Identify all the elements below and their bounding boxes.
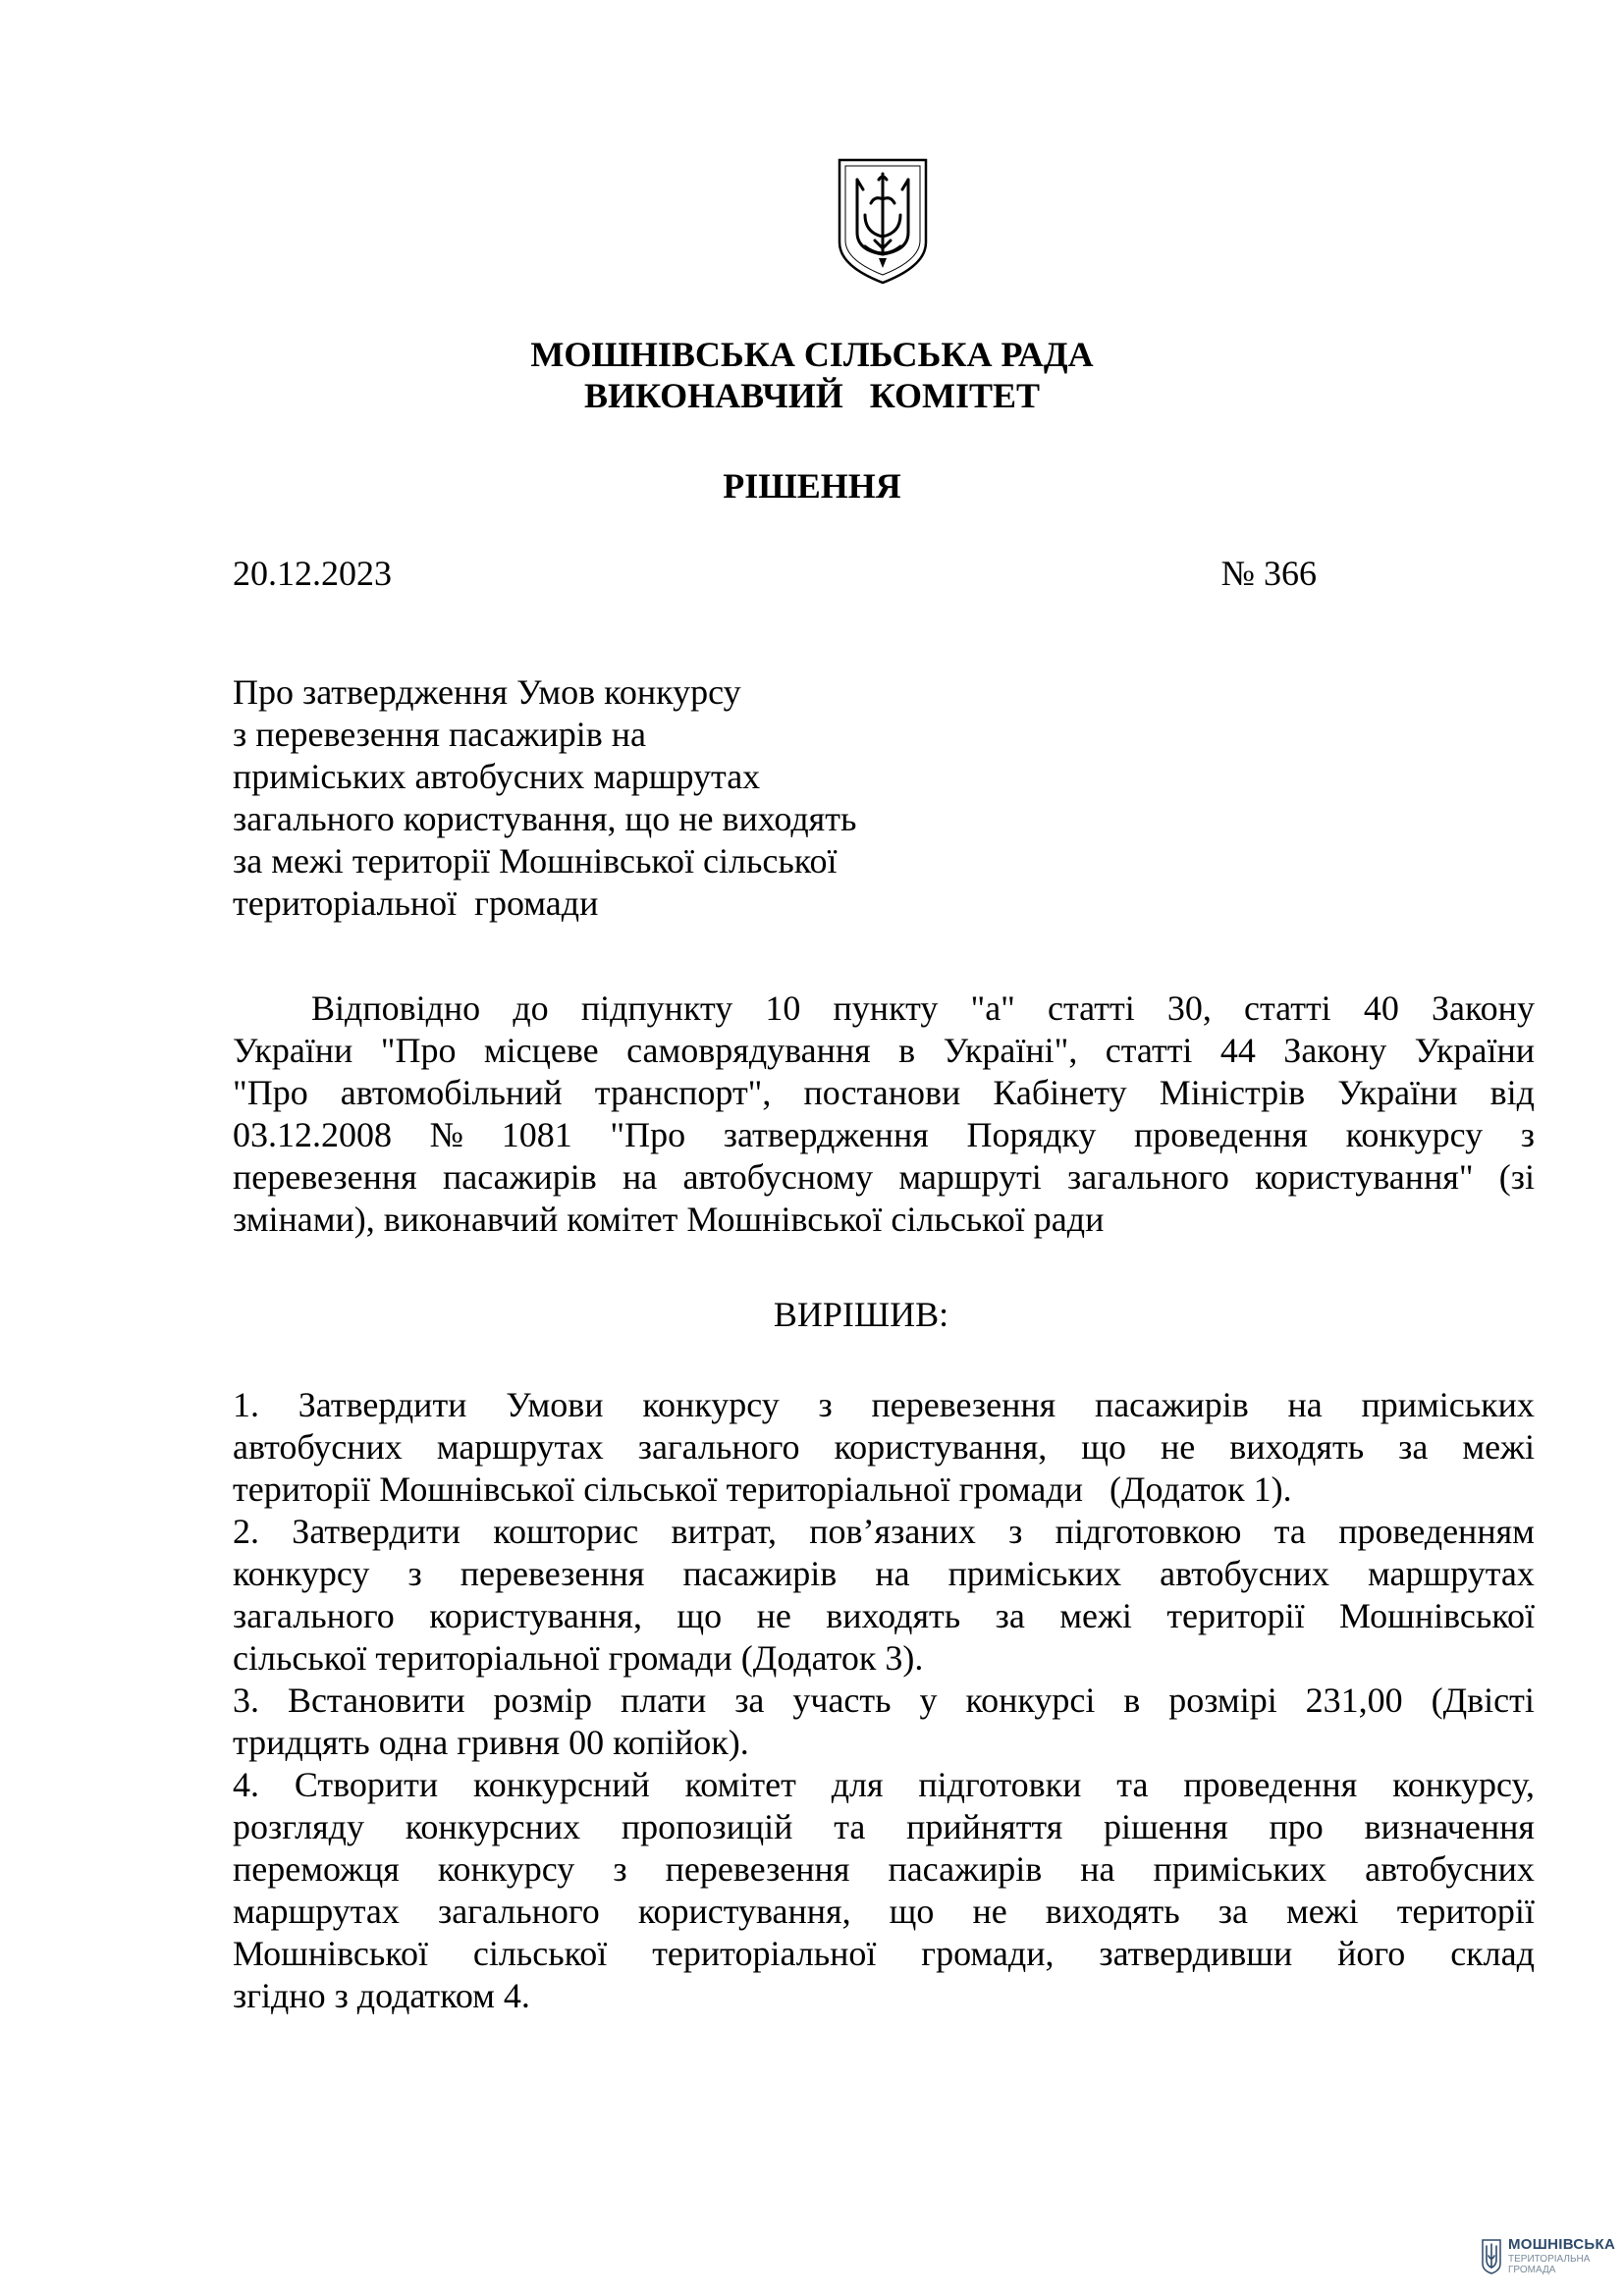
preamble-line: [233, 1072, 1535, 1114]
word: межі: [1462, 1427, 1535, 1467]
preamble-line: [233, 1156, 1535, 1199]
word: витрат,: [671, 1512, 777, 1551]
word: в: [898, 1031, 916, 1070]
word: на: [875, 1554, 910, 1593]
word: склад: [1450, 1934, 1535, 1973]
word: автобусних: [1365, 1849, 1535, 1889]
word: користування,: [429, 1596, 642, 1635]
word: та: [1273, 1512, 1306, 1551]
word: маршруті: [898, 1157, 1042, 1197]
preamble-line: [233, 1030, 1535, 1072]
decision-subject: [233, 671, 856, 925]
word: 1081: [501, 1115, 572, 1154]
trident-logo-icon: [1481, 2238, 1502, 2275]
word: на: [1287, 1385, 1323, 1424]
word: пасажирів: [682, 1554, 838, 1593]
word: Закону: [1432, 988, 1535, 1028]
word: комітет: [684, 1765, 796, 1804]
word: Затвердити: [298, 1385, 467, 1424]
item-line: згідно з додатком 4.: [233, 1976, 530, 2015]
word: статті: [1048, 988, 1135, 1028]
logo-subtitle-line1: ТЕРИТОРІАЛЬНА: [1508, 2254, 1591, 2265]
item-line: [233, 1891, 1535, 1933]
word: Встановити: [287, 1681, 465, 1720]
word: з: [407, 1554, 422, 1593]
word: статті: [1244, 988, 1331, 1028]
word: проведення: [1134, 1115, 1308, 1154]
word: не: [972, 1892, 1007, 1931]
item-line: [233, 1806, 1535, 1848]
word: у: [919, 1681, 938, 1720]
subject-line: з перевезення пасажирів на: [233, 715, 646, 754]
word: користування,: [834, 1427, 1048, 1467]
logo-subtitle-line2: ГРОМАДА: [1508, 2265, 1556, 2275]
word: №: [429, 1115, 464, 1154]
item-line: [233, 1511, 1535, 1553]
word: автобусних: [1160, 1554, 1329, 1593]
word: на: [1080, 1849, 1115, 1889]
word: Умови: [506, 1385, 604, 1424]
word: виходять: [1229, 1427, 1365, 1467]
word: з: [1008, 1512, 1023, 1551]
word: Міністрів: [1159, 1073, 1306, 1112]
word: розмір: [493, 1681, 593, 1720]
word: що: [677, 1596, 723, 1635]
word: не: [1161, 1427, 1196, 1467]
word: Відповідно: [311, 988, 481, 1028]
word: "Про: [380, 1031, 457, 1070]
word: пропозицій: [621, 1807, 793, 1846]
word: постанови: [803, 1073, 961, 1112]
word: його: [1337, 1934, 1406, 1973]
word: за: [1398, 1427, 1429, 1467]
word: перевезення: [460, 1554, 645, 1593]
word: перевезення: [871, 1385, 1056, 1424]
word: Затвердити: [292, 1512, 460, 1551]
word: Україні",: [943, 1031, 1078, 1070]
word: 40: [1363, 988, 1399, 1028]
word: Порядку: [966, 1115, 1097, 1154]
word: територіальної: [652, 1934, 877, 1973]
word: що: [889, 1892, 935, 1931]
word: 03.12.2008: [233, 1115, 392, 1154]
word: визначення: [1364, 1807, 1535, 1846]
item-line: [233, 1595, 1535, 1637]
word: України: [1337, 1073, 1458, 1112]
word: Закону: [1283, 1031, 1387, 1070]
word: перевезення: [665, 1849, 850, 1889]
word: проведенням: [1338, 1512, 1535, 1551]
word: з: [613, 1849, 627, 1889]
subject-line: загального користування, що не виходять: [233, 799, 857, 838]
coat-of-arms-trident-icon: [836, 156, 930, 287]
word: 44: [1219, 1031, 1256, 1070]
word: до: [513, 988, 549, 1028]
decision-items: [233, 1384, 1535, 2017]
word: (Двісті: [1431, 1681, 1535, 1720]
item-line: [233, 1848, 1535, 1891]
council-name: МОШНІВСЬКА СІЛЬСЬКА РАДА: [530, 335, 1094, 374]
word: прийняття: [906, 1807, 1063, 1846]
word: підготовки: [918, 1765, 1082, 1804]
word: межі: [1059, 1596, 1132, 1635]
word: розмірі: [1168, 1681, 1277, 1720]
word: (зі: [1498, 1157, 1535, 1197]
word: маршрутах: [233, 1892, 400, 1931]
word: загального: [233, 1596, 395, 1635]
word: для: [831, 1765, 884, 1804]
subject-line: територіальної громади: [233, 883, 599, 923]
word: "а": [970, 988, 1015, 1028]
word: кошторис: [493, 1512, 639, 1551]
word: конкурсу,: [1392, 1765, 1535, 1804]
word: загального: [437, 1892, 600, 1931]
word: з: [818, 1385, 833, 1424]
word: приміських: [1153, 1849, 1327, 1889]
word: виходять: [826, 1596, 961, 1635]
word: переможця: [233, 1849, 400, 1889]
logo-subtitle: [1508, 2254, 1590, 2275]
item-line: [233, 1553, 1535, 1595]
word: приміських: [1361, 1385, 1535, 1424]
word: території: [1396, 1892, 1535, 1931]
word: пасажирів: [888, 1849, 1043, 1889]
word: автобусних: [233, 1427, 403, 1467]
preamble-line: [233, 1114, 1535, 1156]
word: автомобільний: [340, 1073, 563, 1112]
item-line: [233, 1384, 1535, 1426]
word: проведення: [1183, 1765, 1358, 1804]
word: 2.: [233, 1512, 259, 1551]
item-line: тридцять одна гривня 00 копійок).: [233, 1723, 749, 1762]
word: затвердивши: [1099, 1934, 1293, 1973]
word: конкурсу: [437, 1849, 575, 1889]
word: сільської: [472, 1934, 608, 1973]
word: загального: [1067, 1157, 1229, 1197]
logo-name: МОШНІВСЬКА: [1508, 2236, 1616, 2253]
word: України: [1414, 1031, 1535, 1070]
word: маршрутах: [1368, 1554, 1535, 1593]
word: конкурсу: [642, 1385, 780, 1424]
word: межі: [1285, 1892, 1359, 1931]
word: 1.: [233, 1385, 259, 1424]
document-header: [0, 334, 1624, 416]
word: місцеве: [483, 1031, 599, 1070]
committee-name: ВИКОНАВЧИЙ КОМІТЕТ: [583, 376, 1041, 415]
word: від: [1489, 1073, 1535, 1112]
word: та: [1116, 1765, 1149, 1804]
word: Створити: [294, 1765, 439, 1804]
word: конкурсних: [405, 1807, 581, 1846]
word: користування,: [637, 1892, 851, 1931]
word: статті: [1105, 1031, 1193, 1070]
word: підготовкою: [1055, 1512, 1242, 1551]
word: конкурсний: [473, 1765, 650, 1804]
word: розгляду: [233, 1807, 364, 1846]
word: громади,: [921, 1934, 1055, 1973]
word: приміських: [947, 1554, 1122, 1593]
word: не: [756, 1596, 791, 1635]
word: транспорт",: [594, 1073, 772, 1112]
word: користування": [1255, 1157, 1474, 1197]
item-line: території Мошнівської сільської територіальної громади (Додаток 1).: [233, 1469, 1292, 1509]
word: Мошнівської: [1339, 1596, 1535, 1635]
word: 30,: [1166, 988, 1212, 1028]
decision-date: 20.12.2023: [233, 554, 392, 593]
word: підпункту: [580, 988, 733, 1028]
word: 4.: [233, 1765, 259, 1804]
subject-line: Про затвердження Умов конкурсу: [233, 672, 741, 712]
word: загального: [637, 1427, 800, 1467]
subject-line: за межі території Мошнівської сільської: [233, 841, 838, 881]
word: за: [995, 1596, 1025, 1635]
word: на: [622, 1157, 658, 1197]
decision-number: № 366: [1220, 554, 1317, 593]
decision-title: РІШЕННЯ: [723, 466, 901, 506]
community-logo: [1481, 2236, 1618, 2281]
word: території: [1166, 1596, 1305, 1635]
word: участь: [792, 1681, 892, 1720]
word: Кабінету: [993, 1073, 1127, 1112]
word: рішення: [1103, 1807, 1228, 1846]
word: затвердження: [723, 1115, 929, 1154]
word: з: [1520, 1115, 1535, 1154]
word: "Про: [233, 1073, 308, 1112]
word: в: [1123, 1681, 1141, 1720]
preamble-paragraph: [233, 988, 1535, 1241]
word: конкурсі: [965, 1681, 1096, 1720]
word: конкурсу: [1345, 1115, 1484, 1154]
item-line: [233, 1764, 1535, 1806]
preamble-line: [233, 988, 1535, 1030]
word: маршрутах: [436, 1427, 604, 1467]
word: плати: [620, 1681, 707, 1720]
resolved-label: ВИРІШИВ:: [773, 1295, 949, 1334]
word: пасажирів: [442, 1157, 597, 1197]
word: автобусному: [682, 1157, 874, 1197]
preamble-line: змінами), виконавчий комітет Мошнівської сільської ради: [233, 1200, 1105, 1239]
item-line: [233, 1933, 1535, 1975]
item-line: [233, 1680, 1535, 1722]
word: конкурсу: [233, 1554, 370, 1593]
word: пасажирів: [1094, 1385, 1249, 1424]
word: самоврядування: [626, 1031, 871, 1070]
word: 10: [765, 988, 801, 1028]
word: пункту: [833, 988, 939, 1028]
word: за: [734, 1681, 765, 1720]
word: Мошнівської: [233, 1934, 428, 1973]
word: України: [233, 1031, 353, 1070]
word: 3.: [233, 1681, 259, 1720]
word: "Про: [610, 1115, 686, 1154]
item-line: сільської територіальної громади (Додаток 3).: [233, 1638, 924, 1678]
word: перевезення: [233, 1157, 417, 1197]
word: виходять: [1045, 1892, 1180, 1931]
resolved-heading: [0, 1294, 1624, 1335]
word: 231,00: [1305, 1681, 1403, 1720]
word: пов’язаних: [809, 1512, 976, 1551]
word: що: [1081, 1427, 1126, 1467]
word: та: [834, 1807, 866, 1846]
word: за: [1218, 1892, 1248, 1931]
item-line: [233, 1426, 1535, 1468]
subject-line: приміських автобусних маршрутах: [233, 757, 761, 796]
word: про: [1269, 1807, 1324, 1846]
